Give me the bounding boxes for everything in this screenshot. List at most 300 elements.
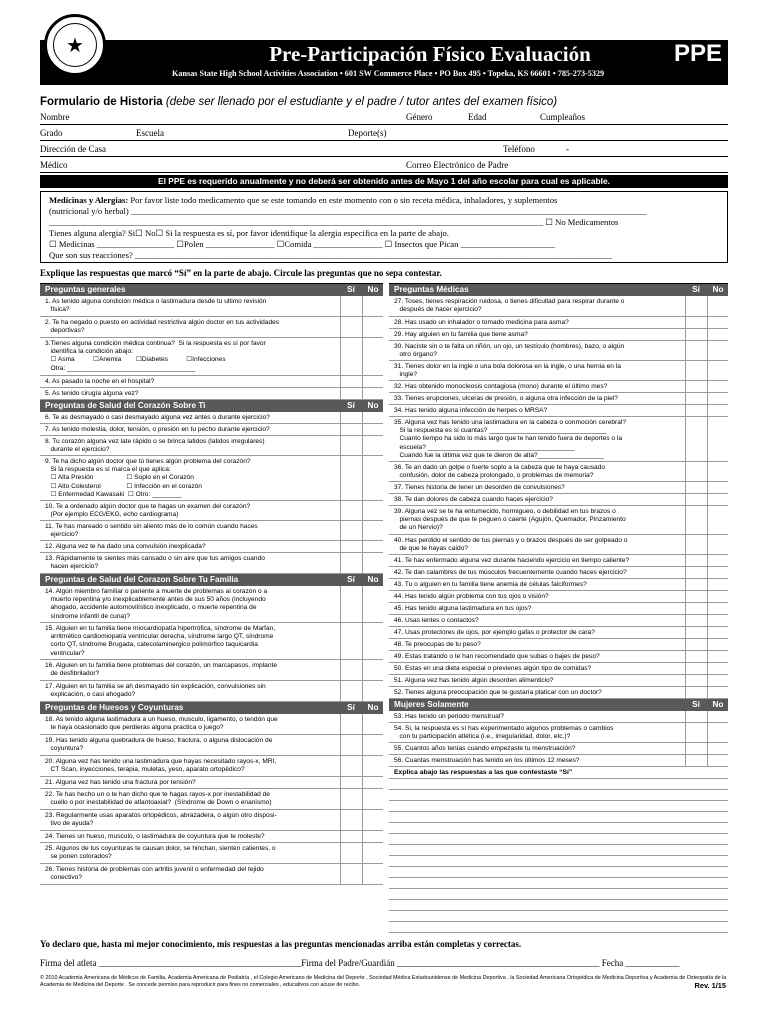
- question-line: Otra: ___________________________________: [45, 364, 196, 372]
- yes-answer-cell[interactable]: [685, 639, 707, 650]
- yes-answer-cell[interactable]: [685, 755, 707, 766]
- name-line[interactable]: [40, 124, 728, 125]
- yes-answer-cell[interactable]: [340, 681, 362, 701]
- yes-answer-cell[interactable]: [685, 591, 707, 602]
- annual-notice: El PPE es requerido anualmente y no deberá ser obtenido antes de Mayo 1 del año escolar para cual es aplicable.: [40, 175, 728, 188]
- question-text: [394, 484, 682, 492]
- yes-answer-cell[interactable]: [340, 735, 362, 755]
- question-text: [394, 593, 682, 601]
- question-row: [40, 756, 383, 777]
- no-answer-cell[interactable]: [707, 393, 728, 404]
- yes-answer-cell[interactable]: [340, 376, 362, 387]
- question-line: ventricular?: [45, 649, 85, 657]
- question-text: [45, 298, 337, 314]
- yes-answer-cell[interactable]: [685, 663, 707, 674]
- question-line: 35. Alguna vez has tenido una lastimadura en la cabeza o conmoción cerebral?: [394, 419, 627, 426]
- no-answer-cell[interactable]: [362, 735, 383, 755]
- question-text: [394, 713, 682, 721]
- no-answer-cell[interactable]: [707, 627, 728, 638]
- question-line: ingle?: [394, 371, 418, 379]
- explanation-line[interactable]: [389, 889, 728, 900]
- no-column-header: No: [367, 703, 379, 712]
- question-line: Cuanto tiempo ha sido lo más largo que te han tenido fuera de deportes o la: [394, 435, 622, 443]
- no-answer-cell[interactable]: [362, 864, 383, 884]
- yes-answer-cell[interactable]: [685, 555, 707, 566]
- explanation-line[interactable]: [389, 812, 728, 823]
- explain-below-label: Explica abajo las respuestas a las que contestaste “Sí”: [389, 767, 728, 779]
- question-row: [389, 462, 728, 482]
- section-title: Mujeres Solamente: [394, 700, 469, 709]
- question-line: 3.Tienes alguna condición médica continua? Si la respuesta es sí por favor: [45, 340, 266, 347]
- no-answer-cell[interactable]: [362, 296, 383, 316]
- question-text: [394, 757, 682, 765]
- question-line: 44. Has tenido algún problema con tus ojos o visión?: [394, 593, 549, 600]
- question-row: [389, 615, 728, 627]
- yes-answer-cell[interactable]: [340, 586, 362, 622]
- yes-answer-cell[interactable]: [340, 864, 362, 884]
- yes-answer-cell[interactable]: [685, 535, 707, 554]
- question-line: 15. Alguien en tu familia tiene miocardiopatía hipertrófica, síndrome de Marfan,: [45, 625, 276, 632]
- question-line: conectivo?: [45, 874, 83, 882]
- explanation-line[interactable]: [389, 867, 728, 878]
- question-row: [389, 639, 728, 651]
- yes-column-header: Sí: [347, 285, 355, 294]
- explanation-line[interactable]: [389, 823, 728, 834]
- yes-answer-cell[interactable]: [340, 338, 362, 375]
- question-line: 47. Usas protectores de ojos, por ejemplo gafas o protector de cara?: [394, 629, 595, 636]
- no-answer-cell[interactable]: [362, 501, 383, 520]
- question-line: muerto repentina y/o inexplicablemente antes de sus 50 años (incluyendo: [45, 596, 266, 604]
- explanation-line[interactable]: [389, 834, 728, 845]
- no-answer-cell[interactable]: [707, 317, 728, 328]
- reactions-line[interactable]: Que son sus reacciones? _______________________________________________________________________________________________________________: [49, 250, 612, 260]
- question-text: [394, 665, 682, 673]
- no-answer-cell[interactable]: [707, 417, 728, 461]
- question-row: [40, 501, 383, 521]
- copyright-footer: © 2010 Academia Americana de Médicos de Familia, Academia Americana de Pediatría , el Colegio Americano de Medicina del Deporte , Sociedad Médica Estadounidense de Medicina Deportiva , la Sociedad Americana Ortopédica de Medicina Deportiva y Academia de Osteopatía de la Academia de Medicina del Deporte . Se concede permiso para reproducir para fines no comerciales , educativos con acuse de recibo.: [40, 975, 727, 988]
- no-column-header: No: [367, 401, 379, 410]
- question-line: síndrome infantil de cuna)?: [45, 612, 131, 620]
- no-answer-cell[interactable]: [707, 405, 728, 416]
- yes-answer-cell[interactable]: [340, 623, 362, 659]
- yes-column-header: Sí: [692, 285, 700, 294]
- question-row: [389, 723, 728, 743]
- question-text: [394, 496, 682, 504]
- no-answer-cell[interactable]: [707, 462, 728, 481]
- explanation-line[interactable]: [389, 900, 728, 911]
- question-row: [389, 506, 728, 535]
- question-text: [394, 319, 682, 327]
- gender-label: Género: [406, 112, 433, 122]
- question-row: [40, 777, 383, 789]
- yes-answer-cell[interactable]: [685, 329, 707, 340]
- question-text: [45, 438, 337, 454]
- no-answer-cell[interactable]: [707, 579, 728, 590]
- no-answer-cell[interactable]: [362, 388, 383, 399]
- doctor-line[interactable]: [40, 172, 728, 173]
- form-title-bold: Formulario de Historia: [40, 96, 163, 108]
- no-answer-cell[interactable]: [362, 436, 383, 455]
- no-answer-cell[interactable]: [362, 586, 383, 622]
- yes-answer-cell[interactable]: [685, 317, 707, 328]
- yes-answer-cell[interactable]: [685, 567, 707, 578]
- no-answer-cell[interactable]: [362, 777, 383, 788]
- explanation-line[interactable]: [389, 911, 728, 922]
- parent-email-label: Correo Electrónico de Padre: [406, 160, 509, 170]
- no-answer-cell[interactable]: [362, 810, 383, 830]
- no-answer-cell[interactable]: [707, 687, 728, 698]
- question-line: ☐ Alta Presión ☐ Soplo en el Corazón: [45, 474, 194, 482]
- question-line: después de hacer ejercicio?: [394, 306, 482, 314]
- question-text: [45, 625, 337, 658]
- section-title: Preguntas generales: [45, 285, 126, 294]
- header-bar: [40, 40, 728, 85]
- question-line: 4. As pasado la noche en el hospital?: [45, 378, 155, 385]
- yes-answer-cell[interactable]: [685, 506, 707, 534]
- address-label: Dirección de Casa: [40, 144, 106, 154]
- left-question-column: [40, 283, 383, 882]
- question-text: [45, 414, 337, 422]
- question-row: [40, 586, 383, 623]
- no-answer-cell[interactable]: [707, 361, 728, 380]
- question-text: [45, 390, 337, 398]
- age-label: Edad: [468, 112, 487, 122]
- yes-answer-cell[interactable]: [685, 462, 707, 481]
- no-answer-cell[interactable]: [707, 723, 728, 742]
- form-title: [40, 96, 557, 108]
- yes-answer-cell[interactable]: [340, 831, 362, 842]
- question-row: [40, 317, 383, 338]
- explanation-line[interactable]: [389, 790, 728, 801]
- question-text: [45, 523, 337, 539]
- doctor-label: Médico: [40, 160, 68, 170]
- yes-answer-cell[interactable]: [340, 436, 362, 455]
- yes-answer-cell[interactable]: [685, 296, 707, 316]
- no-answer-cell[interactable]: [362, 338, 383, 375]
- question-row: [389, 555, 728, 567]
- question-line: 10. Te a ordenado algún doctor que te hagas un examen del corazón?: [45, 503, 251, 510]
- question-line: 9. Te ha dicho algún doctor que tú tienes algún problema del corazón?: [45, 458, 251, 465]
- section-title: Preguntas de Salud del Corazón Sobre Ti: [45, 401, 206, 410]
- sports-label: Deporte(s): [348, 128, 387, 138]
- question-text: [394, 331, 682, 339]
- question-line: cuello o por inestabilidad de atlantoaxial? (Síndrome de Down o enanismo): [45, 799, 272, 807]
- question-line: 50. Estas en una dieta especial o previenes algún tipo de comidas?: [394, 665, 592, 672]
- question-row: [40, 388, 383, 400]
- question-line: deportivas?: [45, 327, 85, 335]
- question-line: 24. Tienes un hueso, musculo, o lastimadura de coyuntura que te moleste?: [45, 833, 265, 840]
- question-line: ☐ Asma ☐Anemia ☐Diabetes ☐Infecciones: [45, 356, 226, 364]
- explanation-line[interactable]: [389, 922, 728, 933]
- question-line: se ponen colorados?: [45, 853, 112, 861]
- grade-label: Grado: [40, 128, 63, 138]
- no-answer-cell[interactable]: [707, 381, 728, 392]
- question-text: [394, 605, 682, 613]
- question-line: explicación, o casi ahogado?: [45, 691, 136, 699]
- yes-answer-cell[interactable]: [685, 711, 707, 722]
- question-text: [394, 677, 682, 685]
- question-text: [394, 725, 682, 741]
- yes-answer-cell[interactable]: [340, 660, 362, 680]
- no-answer-cell[interactable]: [362, 660, 383, 680]
- yes-answer-cell[interactable]: [685, 494, 707, 505]
- question-text: [394, 407, 682, 415]
- yes-answer-cell[interactable]: [685, 743, 707, 754]
- question-row: [389, 591, 728, 603]
- question-line: 12. Alguna vez te ha dado una convulsión inexplicada?: [45, 543, 206, 550]
- no-answer-cell[interactable]: [362, 456, 383, 500]
- yes-answer-cell[interactable]: [340, 456, 362, 500]
- yes-answer-cell[interactable]: [340, 777, 362, 788]
- no-answer-cell[interactable]: [707, 567, 728, 578]
- question-row: [40, 735, 383, 756]
- question-line: 46. Usas lentes o contactos?: [394, 617, 479, 624]
- question-row: [40, 681, 383, 702]
- yes-answer-cell[interactable]: [685, 627, 707, 638]
- question-text: [45, 426, 337, 434]
- question-line: 56. Cuantas menstruación has tenido en los últimos 12 meses?: [394, 757, 580, 764]
- yes-column-header: Sí: [347, 575, 355, 584]
- question-line: 49. Estas tratando o te han recomendado que subas o bajes de peso?: [394, 653, 600, 660]
- yes-answer-cell[interactable]: [685, 381, 707, 392]
- explanation-line[interactable]: [389, 801, 728, 812]
- question-line: 17. Alguien en tu familia se ah desmayado sin explicación, convulsiones sin: [45, 683, 266, 690]
- no-answer-cell[interactable]: [362, 412, 383, 423]
- question-line: 2. Te ha negado o puesto en actividad restrictiva algún doctor en tus actividades: [45, 319, 280, 326]
- explanation-line[interactable]: [389, 779, 728, 790]
- no-answer-cell[interactable]: [362, 756, 383, 776]
- question-line: identifica la condición abajo:: [45, 348, 133, 356]
- no-answer-cell[interactable]: [707, 755, 728, 766]
- grade-line[interactable]: [40, 140, 728, 141]
- medicines-instructions: Por favor liste todo medicamento que se este tomando en este momento con o sin receta médica, inhaladores, y suplementos: [128, 195, 558, 205]
- no-answer-cell[interactable]: [362, 521, 383, 540]
- no-answer-cell[interactable]: [707, 663, 728, 674]
- yes-answer-cell[interactable]: [685, 651, 707, 662]
- no-answer-cell[interactable]: [707, 494, 728, 505]
- signature-line[interactable]: Firma del atleta _____________________________________________Firma del Padre/Guardián _____________________________________________ Fecha ____________: [40, 958, 680, 968]
- no-answer-cell[interactable]: [707, 482, 728, 493]
- question-line: física?: [45, 306, 70, 314]
- no-answer-cell[interactable]: [707, 535, 728, 554]
- no-answer-cell[interactable]: [362, 681, 383, 701]
- yes-answer-cell[interactable]: [340, 714, 362, 734]
- no-answer-cell[interactable]: [362, 376, 383, 387]
- yes-answer-cell[interactable]: [340, 388, 362, 399]
- no-answer-cell[interactable]: [707, 651, 728, 662]
- question-line: 27. Toses, tienes respiración ruidosa, o tienes dificultad para respirar durante o: [394, 298, 625, 305]
- question-text: [394, 508, 682, 533]
- yes-answer-cell[interactable]: [340, 501, 362, 520]
- yes-answer-cell[interactable]: [340, 541, 362, 552]
- question-row: [389, 743, 728, 755]
- yes-answer-cell[interactable]: [685, 482, 707, 493]
- no-answer-cell[interactable]: [707, 603, 728, 614]
- question-line: 36. Te an dado un golpe o fuerte soplo a la cabeza que te haya causado: [394, 464, 606, 471]
- yes-answer-cell[interactable]: [685, 579, 707, 590]
- name-label: Nombre: [40, 112, 70, 122]
- question-text: [45, 791, 337, 807]
- question-row: [40, 376, 383, 388]
- no-answer-cell[interactable]: [707, 329, 728, 340]
- question-row: [389, 482, 728, 494]
- question-line: 33. Tienes erupciones, ulceras de presión, o alguna otra infección de la piel?: [394, 395, 618, 402]
- question-text: [45, 779, 337, 787]
- question-line: Si la respuesta es sí cuantas? ________________________________: [394, 427, 607, 435]
- question-text: [394, 745, 682, 753]
- question-row: [40, 831, 383, 843]
- question-line: 1. As tenido alguna condición médica o lastimadura desde tu ultimo revisión: [45, 298, 267, 305]
- question-line: de desfibrilador?: [45, 670, 100, 678]
- yes-answer-cell[interactable]: [340, 810, 362, 830]
- question-line: 22. Te has hecho un o te han dicho que te hagas rayos-x por inestabilidad de: [45, 791, 270, 798]
- no-column-header: No: [712, 700, 724, 709]
- question-text: [394, 363, 682, 379]
- question-text: [394, 569, 682, 577]
- question-line: 21. Alguna vez has tenido una fractura por tensión?: [45, 779, 196, 786]
- yes-answer-cell[interactable]: [685, 361, 707, 380]
- question-row: [389, 405, 728, 417]
- no-column-header: No: [712, 285, 724, 294]
- yes-answer-cell[interactable]: [685, 417, 707, 461]
- question-text: [394, 537, 682, 553]
- question-line: 16. Alguien en tu familia tiene problemas del corazón, un marcapasos, implante: [45, 662, 278, 669]
- yes-answer-cell[interactable]: [340, 789, 362, 809]
- question-text: [394, 557, 682, 565]
- phone-dash: -: [566, 144, 569, 154]
- question-row: [40, 456, 383, 501]
- yes-answer-cell[interactable]: [685, 393, 707, 404]
- no-answer-cell[interactable]: [362, 789, 383, 809]
- question-line: durante el ejercicio?: [45, 446, 110, 454]
- question-text: [394, 617, 682, 625]
- no-answer-cell[interactable]: [362, 623, 383, 659]
- question-row: [389, 567, 728, 579]
- form-title-note: (debe ser llenado por el estudiante y el padre / tutor antes del examen físico): [165, 96, 558, 108]
- question-text: [394, 641, 682, 649]
- yes-answer-cell[interactable]: [685, 405, 707, 416]
- no-answer-cell[interactable]: [707, 743, 728, 754]
- no-answer-cell[interactable]: [707, 341, 728, 360]
- section-header: [40, 284, 383, 296]
- no-answer-cell[interactable]: [707, 591, 728, 602]
- khsaa-seal-logo: ★: [44, 14, 106, 76]
- question-text: [45, 588, 337, 621]
- question-row: [389, 417, 728, 462]
- question-line: 20. Alguna vez has tenido una lastimadura que hayas necesitado rayos-x, MRI,: [45, 758, 277, 765]
- yes-answer-cell[interactable]: [685, 341, 707, 360]
- question-line: CT Scan, inyecciones, terapia, muletas, yeso, aparato ortopédico?: [45, 766, 245, 774]
- explanation-line[interactable]: [389, 845, 728, 856]
- question-line: 43. Tu o alguien en tu familia tiene anemia de células falciformes?: [394, 581, 587, 588]
- yes-answer-cell[interactable]: [340, 756, 362, 776]
- question-text: [45, 737, 337, 753]
- section-title: Preguntas Médicas: [394, 285, 469, 294]
- yes-answer-cell[interactable]: [685, 615, 707, 626]
- question-row: [40, 553, 383, 574]
- no-answer-cell[interactable]: [707, 506, 728, 534]
- yes-answer-cell[interactable]: [340, 424, 362, 435]
- no-answer-cell[interactable]: [362, 424, 383, 435]
- no-answer-cell[interactable]: [362, 317, 383, 337]
- question-line: confusión, dolor de cabeza prolongado, o problemas de memoria?: [394, 472, 594, 480]
- question-line: 45. Has tenido alguna lastimadura en tus ojos?: [394, 605, 532, 612]
- question-row: [40, 843, 383, 864]
- section-header: [40, 574, 383, 586]
- no-answer-cell[interactable]: [707, 639, 728, 650]
- explain-instructions: Explique las respuestas que marcó “Sí” en la parte de abajo. Circule las preguntas que no sepa contestar.: [40, 268, 442, 278]
- address-line[interactable]: [40, 156, 728, 157]
- question-line: Cuando fue la última vez que te dieron de alta?__________________: [394, 451, 604, 459]
- question-line: ☐ Alto Colesterol ☐ Infección en el corazón: [45, 482, 202, 490]
- question-row: [40, 789, 383, 810]
- question-row: [389, 603, 728, 615]
- association-address: Kansas State High School Activities Association • 601 SW Commerce Place • PO Box 495 • Topeka, KS 66601 • 785-273-5329: [172, 69, 605, 78]
- yes-answer-cell[interactable]: [685, 603, 707, 614]
- no-answer-cell[interactable]: [707, 675, 728, 686]
- yes-answer-cell[interactable]: [340, 521, 362, 540]
- question-text: [394, 419, 682, 460]
- question-row: [40, 521, 383, 541]
- question-row: [40, 296, 383, 317]
- question-text: [45, 340, 337, 373]
- no-column-header: No: [367, 575, 379, 584]
- explanation-line[interactable]: [389, 856, 728, 867]
- section-header: [389, 699, 728, 711]
- no-answer-cell[interactable]: [362, 714, 383, 734]
- revision-label: Rev. 1/15: [694, 981, 726, 990]
- yes-answer-cell[interactable]: [685, 675, 707, 686]
- yes-answer-cell[interactable]: [685, 687, 707, 698]
- yes-answer-cell[interactable]: [340, 553, 362, 573]
- question-line: 13. Rápidamente te sientes más cansado o sin aire que tus amigos cuando: [45, 555, 265, 562]
- question-text: [45, 716, 337, 732]
- medicines-line-3[interactable]: ___________________________________________________________________________________________________________________ ☐ No Medicamentos: [49, 217, 619, 227]
- medicines-line-2[interactable]: (nutricional y/o herbal) ________________________________________________________________________________________________________________________: [49, 206, 647, 216]
- no-answer-cell[interactable]: [362, 553, 383, 573]
- yes-answer-cell[interactable]: [685, 723, 707, 742]
- question-line: 54. Si, la respuesta es sí has experimentado algunos problemas o cambios: [394, 725, 614, 732]
- yes-answer-cell[interactable]: [340, 296, 362, 316]
- question-line: 39. Alguna vez se te ha entumecido, hormigueo, o debilidad en tus brazos o: [394, 508, 616, 515]
- yes-answer-cell[interactable]: [340, 843, 362, 863]
- yes-answer-cell[interactable]: [340, 317, 362, 337]
- question-row: [389, 494, 728, 506]
- allergy-types[interactable]: ☐ Medicinas __________________ ☐Polen ________________ ☐Comida ________________ ☐ Insectos que Pican ______________________: [49, 239, 556, 249]
- no-answer-cell[interactable]: [707, 296, 728, 316]
- question-line: arritmético cardiomiopatía ventricular derecha, síndrome largo QT, síndrome: [45, 633, 274, 641]
- no-answer-cell[interactable]: [362, 843, 383, 863]
- no-answer-cell[interactable]: [362, 831, 383, 842]
- question-line: ahogado, accidente automovilístico inexplicado, o muerte repentina de: [45, 604, 257, 612]
- yes-answer-cell[interactable]: [340, 412, 362, 423]
- section-title: Preguntas de Salud del Corazon Sobre Tu Familia: [45, 575, 239, 584]
- question-line: 34. Has tenido alguna infección de herpes o MRSA?: [394, 407, 548, 414]
- no-answer-cell[interactable]: [707, 615, 728, 626]
- no-answer-cell[interactable]: [362, 541, 383, 552]
- right-question-column: [389, 283, 728, 776]
- no-answer-cell[interactable]: [707, 711, 728, 722]
- explanation-line[interactable]: [389, 878, 728, 889]
- question-line: otro órgano?: [394, 351, 437, 359]
- allergy-question[interactable]: Tienes alguna alergia? Si☐ No☐ Si la respuesta es sí, por favor identifique la alergia especifica en la parte de abajo.: [49, 228, 449, 238]
- school-label: Escuela: [136, 128, 164, 138]
- question-row: [40, 412, 383, 424]
- question-line: 26. Tienes historia de problemas con artritis juvenil o enfermedad del tejido: [45, 866, 264, 873]
- question-line: tivo de ayuda?: [45, 820, 94, 828]
- no-answer-cell[interactable]: [707, 555, 728, 566]
- section-header: [40, 400, 383, 412]
